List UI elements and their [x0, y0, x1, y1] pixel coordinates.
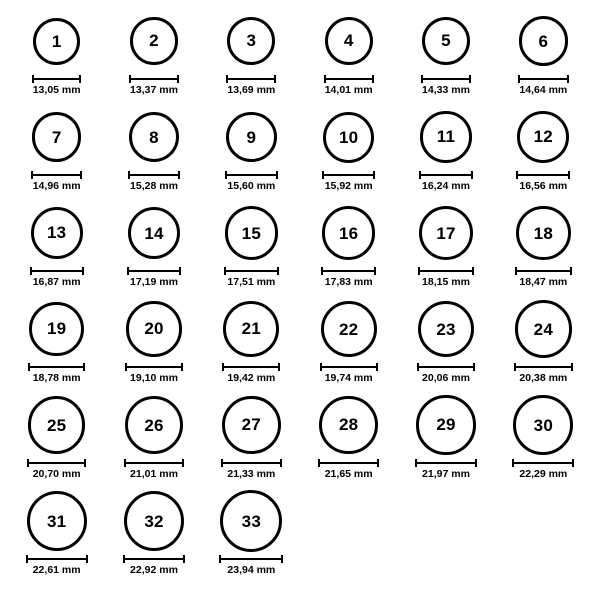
ring-diameter-label: 16,24 mm	[422, 180, 470, 192]
ring-diameter-label: 21,65 mm	[324, 468, 373, 480]
ring-measure	[31, 171, 83, 192]
ring-measure	[26, 555, 88, 576]
ring-circle-wrapper	[323, 106, 374, 168]
ring-circle-icon	[422, 17, 471, 66]
caliper-icon	[320, 363, 378, 370]
caliper-icon	[516, 171, 570, 178]
ring-size-number: 27	[241, 415, 261, 435]
ring-size-cell	[203, 10, 300, 106]
ring-diameter-label: 20,06 mm	[422, 372, 470, 384]
caliper-icon	[125, 363, 182, 370]
ring-size-cell	[105, 298, 202, 394]
ring-size-cell	[105, 490, 202, 586]
ring-circle-wrapper	[227, 10, 275, 72]
ring-size-number: 1	[51, 31, 62, 51]
caliper-icon	[515, 267, 572, 274]
ring-circle-wrapper	[517, 106, 569, 168]
ring-circle-icon	[223, 301, 279, 357]
ring-size-cell	[495, 394, 592, 490]
ring-size-cell	[8, 298, 105, 394]
ring-size-cell	[203, 106, 300, 202]
ring-circle-icon	[31, 207, 83, 259]
caliper-icon	[124, 459, 184, 466]
ring-circle-wrapper	[226, 106, 277, 168]
caliper-icon	[417, 363, 476, 370]
ring-size-number: 31	[47, 511, 67, 531]
ring-circle-icon	[325, 17, 373, 65]
ring-size-cell	[495, 10, 592, 106]
ring-size-number: 12	[533, 127, 553, 147]
caliper-icon	[321, 267, 377, 274]
ring-circle-wrapper	[513, 394, 573, 456]
ring-size-number: 3	[246, 31, 257, 51]
ring-size-cell	[203, 394, 300, 490]
ring-measure	[127, 267, 182, 288]
ring-measure	[322, 171, 375, 192]
caliper-icon	[512, 459, 574, 466]
ring-circle-wrapper	[126, 298, 181, 360]
ring-measure	[518, 75, 569, 96]
ring-diameter-label: 15,92 mm	[324, 180, 373, 192]
caliper-icon	[224, 267, 279, 274]
ring-circle-icon	[125, 396, 183, 454]
ring-diameter-label: 21,01 mm	[130, 468, 178, 480]
ring-size-cell	[8, 202, 105, 298]
caliper-icon	[32, 75, 81, 82]
ring-measure	[123, 555, 186, 576]
ring-circle-wrapper	[31, 202, 83, 264]
caliper-icon	[514, 363, 573, 370]
ring-size-number: 8	[149, 127, 159, 147]
ring-diameter-label: 17,83 mm	[324, 276, 373, 288]
ring-size-number: 13	[47, 223, 67, 243]
ring-measure	[318, 459, 379, 480]
ring-circle-icon	[226, 112, 277, 163]
ring-size-cell	[300, 394, 397, 490]
ring-diameter-label: 13,69 mm	[227, 84, 276, 96]
ring-size-number: 14	[144, 223, 164, 243]
ring-size-number: 10	[339, 127, 359, 147]
ring-size-cell	[8, 490, 105, 586]
ring-circle-wrapper	[125, 394, 183, 456]
ring-size-number: 30	[533, 415, 553, 435]
ring-circle-icon	[519, 16, 568, 65]
ring-size-cell	[8, 10, 105, 106]
caliper-icon	[127, 267, 182, 274]
ring-measure	[415, 459, 476, 480]
ring-circle-wrapper	[515, 298, 572, 360]
caliper-icon	[219, 555, 283, 562]
ring-size-cell	[397, 298, 494, 394]
caliper-icon	[28, 363, 85, 370]
ring-diameter-label: 17,19 mm	[130, 276, 178, 288]
ring-circle-icon	[28, 396, 86, 454]
ring-circle-wrapper	[29, 298, 84, 360]
ring-size-number: 15	[241, 223, 261, 243]
caliper-icon	[26, 555, 88, 562]
ring-circle-icon	[323, 112, 374, 163]
caliper-icon	[129, 75, 178, 82]
ring-measure	[226, 75, 276, 96]
ring-diameter-label: 22,29 mm	[519, 468, 568, 480]
ring-size-cell	[397, 202, 494, 298]
caliper-icon	[418, 267, 474, 274]
ring-size-number: 24	[533, 319, 553, 339]
caliper-icon	[30, 267, 84, 274]
ring-circle-wrapper	[519, 10, 568, 72]
ring-measure	[219, 555, 283, 576]
ring-circle-wrapper	[220, 490, 282, 552]
ring-diameter-label: 15,28 mm	[130, 180, 178, 192]
ring-measure	[417, 363, 476, 384]
ring-size-cell	[300, 106, 397, 202]
ring-circle-icon	[124, 491, 185, 552]
caliper-icon	[415, 459, 476, 466]
ring-measure	[124, 459, 184, 480]
caliper-icon	[322, 171, 375, 178]
ring-size-cell	[203, 490, 300, 586]
ring-diameter-label: 20,38 mm	[519, 372, 568, 384]
ring-circle-icon	[128, 207, 181, 260]
ring-measure	[224, 267, 279, 288]
ring-diameter-label: 14,01 mm	[324, 84, 373, 96]
ring-circle-icon	[418, 301, 475, 358]
ring-size-cell	[105, 106, 202, 202]
caliper-icon	[31, 171, 83, 178]
ring-circle-wrapper	[516, 202, 571, 264]
ring-size-number: 2	[149, 31, 159, 51]
ring-size-number: 16	[339, 223, 359, 243]
ring-circle-icon	[29, 302, 84, 357]
ring-circle-icon	[319, 396, 378, 455]
ring-circle-wrapper	[420, 106, 471, 168]
ring-measure	[320, 363, 378, 384]
ring-size-cell	[300, 10, 397, 106]
ring-circle-wrapper	[223, 298, 279, 360]
ring-size-cell	[495, 298, 592, 394]
ring-measure	[421, 75, 472, 96]
ring-circle-icon	[32, 112, 82, 162]
ring-circle-icon	[129, 112, 179, 162]
ring-diameter-label: 19,74 mm	[324, 372, 373, 384]
ring-measure	[30, 267, 84, 288]
ring-circle-wrapper	[422, 10, 471, 72]
ring-measure	[321, 267, 377, 288]
ring-circle-wrapper	[130, 10, 177, 72]
ring-circle-icon	[126, 301, 181, 356]
ring-measure	[419, 171, 472, 192]
ring-size-number: 4	[343, 31, 354, 51]
ring-size-number: 7	[51, 127, 62, 147]
ring-size-cell	[397, 394, 494, 490]
ring-measure	[512, 459, 574, 480]
ring-circle-icon	[33, 18, 80, 65]
ring-circle-wrapper	[128, 202, 181, 264]
caliper-icon	[27, 459, 87, 466]
ring-diameter-label: 18,78 mm	[32, 372, 81, 384]
ring-circle-icon	[27, 491, 87, 551]
ring-size-cell	[105, 10, 202, 106]
ring-size-cell	[105, 394, 202, 490]
ring-size-number: 5	[441, 31, 451, 51]
caliper-icon	[221, 459, 281, 466]
ring-circle-icon	[322, 206, 376, 260]
ring-size-number: 21	[241, 319, 261, 339]
ring-circle-icon	[321, 301, 377, 357]
ring-diameter-label: 18,15 mm	[422, 276, 470, 288]
ring-circle-icon	[220, 490, 282, 552]
ring-size-cell	[105, 202, 202, 298]
ring-diameter-label: 14,33 mm	[422, 84, 470, 96]
ring-diameter-label: 13,05 mm	[32, 84, 81, 96]
ring-size-cell	[8, 394, 105, 490]
ring-size-number: 6	[538, 31, 549, 51]
ring-measure	[128, 171, 180, 192]
ring-circle-wrapper	[28, 394, 86, 456]
ring-size-cell	[397, 106, 494, 202]
ring-size-number: 28	[339, 415, 359, 435]
ring-size-number: 29	[436, 415, 456, 435]
ring-circle-wrapper	[33, 10, 80, 72]
ring-size-cell	[8, 106, 105, 202]
ring-circle-wrapper	[124, 490, 185, 552]
ring-measure	[32, 75, 81, 96]
ring-circle-icon	[227, 17, 275, 65]
ring-circle-icon	[130, 17, 177, 64]
ring-size-number: 19	[47, 319, 67, 339]
ring-diameter-label: 16,56 mm	[519, 180, 568, 192]
ring-diameter-label: 15,60 mm	[227, 180, 276, 192]
ring-circle-wrapper	[319, 394, 378, 456]
ring-size-number: 17	[436, 223, 456, 243]
ring-circle-icon	[225, 206, 278, 259]
ring-diameter-label: 20,70 mm	[32, 468, 81, 480]
ring-measure	[324, 75, 374, 96]
ring-circle-wrapper	[416, 394, 475, 456]
ring-size-number: 11	[436, 127, 456, 147]
ring-circle-wrapper	[321, 298, 377, 360]
ring-size-number: 18	[533, 223, 553, 243]
caliper-icon	[518, 75, 569, 82]
caliper-icon	[123, 555, 186, 562]
ring-size-number: 32	[144, 511, 164, 531]
ring-circle-wrapper	[419, 202, 473, 264]
ring-circle-wrapper	[325, 10, 373, 72]
ring-circle-wrapper	[32, 106, 82, 168]
ring-measure	[418, 267, 474, 288]
ring-diameter-label: 17,51 mm	[227, 276, 276, 288]
ring-diameter-label: 21,97 mm	[422, 468, 470, 480]
caliper-icon	[318, 459, 379, 466]
ring-size-number: 22	[339, 319, 359, 339]
ring-size-number: 20	[144, 319, 164, 339]
ring-circle-icon	[420, 111, 471, 162]
ring-circle-icon	[513, 395, 573, 455]
ring-size-number: 26	[144, 415, 164, 435]
caliper-icon	[421, 75, 472, 82]
ring-diameter-label: 13,37 mm	[130, 84, 178, 96]
ring-measure	[28, 363, 85, 384]
ring-size-number: 33	[241, 511, 261, 531]
ring-measure	[516, 171, 570, 192]
ring-diameter-label: 18,47 mm	[519, 276, 568, 288]
ring-size-number: 23	[436, 319, 456, 339]
caliper-icon	[128, 171, 180, 178]
ring-diameter-label: 14,96 mm	[32, 180, 81, 192]
ring-size-number: 9	[246, 127, 257, 147]
ring-measure	[515, 267, 572, 288]
ring-diameter-label: 22,61 mm	[32, 564, 81, 576]
ring-size-cell	[397, 10, 494, 106]
caliper-icon	[324, 75, 374, 82]
ring-measure	[125, 363, 182, 384]
ring-measure	[27, 459, 87, 480]
ring-size-cell	[300, 298, 397, 394]
ring-circle-wrapper	[129, 106, 179, 168]
ring-size-cell	[495, 202, 592, 298]
ring-circle-icon	[517, 111, 569, 163]
ring-circle-wrapper	[322, 202, 376, 264]
ring-circle-wrapper	[27, 490, 87, 552]
ring-circle-wrapper	[225, 202, 278, 264]
caliper-icon	[222, 363, 280, 370]
caliper-icon	[225, 171, 278, 178]
caliper-icon	[226, 75, 276, 82]
ring-diameter-label: 23,94 mm	[227, 564, 276, 576]
ring-size-cell	[300, 202, 397, 298]
ring-size-number: 25	[47, 415, 67, 435]
ring-circle-wrapper	[418, 298, 475, 360]
ring-circle-icon	[515, 300, 572, 357]
ring-circle-wrapper	[222, 394, 280, 456]
ring-size-cell	[203, 298, 300, 394]
ring-diameter-label: 14,64 mm	[519, 84, 568, 96]
caliper-icon	[419, 171, 472, 178]
ring-circle-icon	[222, 396, 280, 454]
ring-diameter-label: 22,92 mm	[130, 564, 178, 576]
ring-circle-icon	[419, 206, 473, 260]
ring-size-cell	[203, 202, 300, 298]
ring-diameter-label: 16,87 mm	[32, 276, 81, 288]
ring-measure	[129, 75, 178, 96]
ring-circle-icon	[516, 206, 571, 261]
ring-diameter-label: 21,33 mm	[227, 468, 276, 480]
ring-measure	[514, 363, 573, 384]
ring-diameter-label: 19,42 mm	[227, 372, 276, 384]
ring-measure	[222, 363, 280, 384]
ring-measure	[221, 459, 281, 480]
ring-circle-icon	[416, 395, 475, 454]
ring-size-cell	[495, 106, 592, 202]
ring-measure	[225, 171, 278, 192]
ring-diameter-label: 19,10 mm	[130, 372, 178, 384]
ring-size-grid	[8, 10, 592, 586]
